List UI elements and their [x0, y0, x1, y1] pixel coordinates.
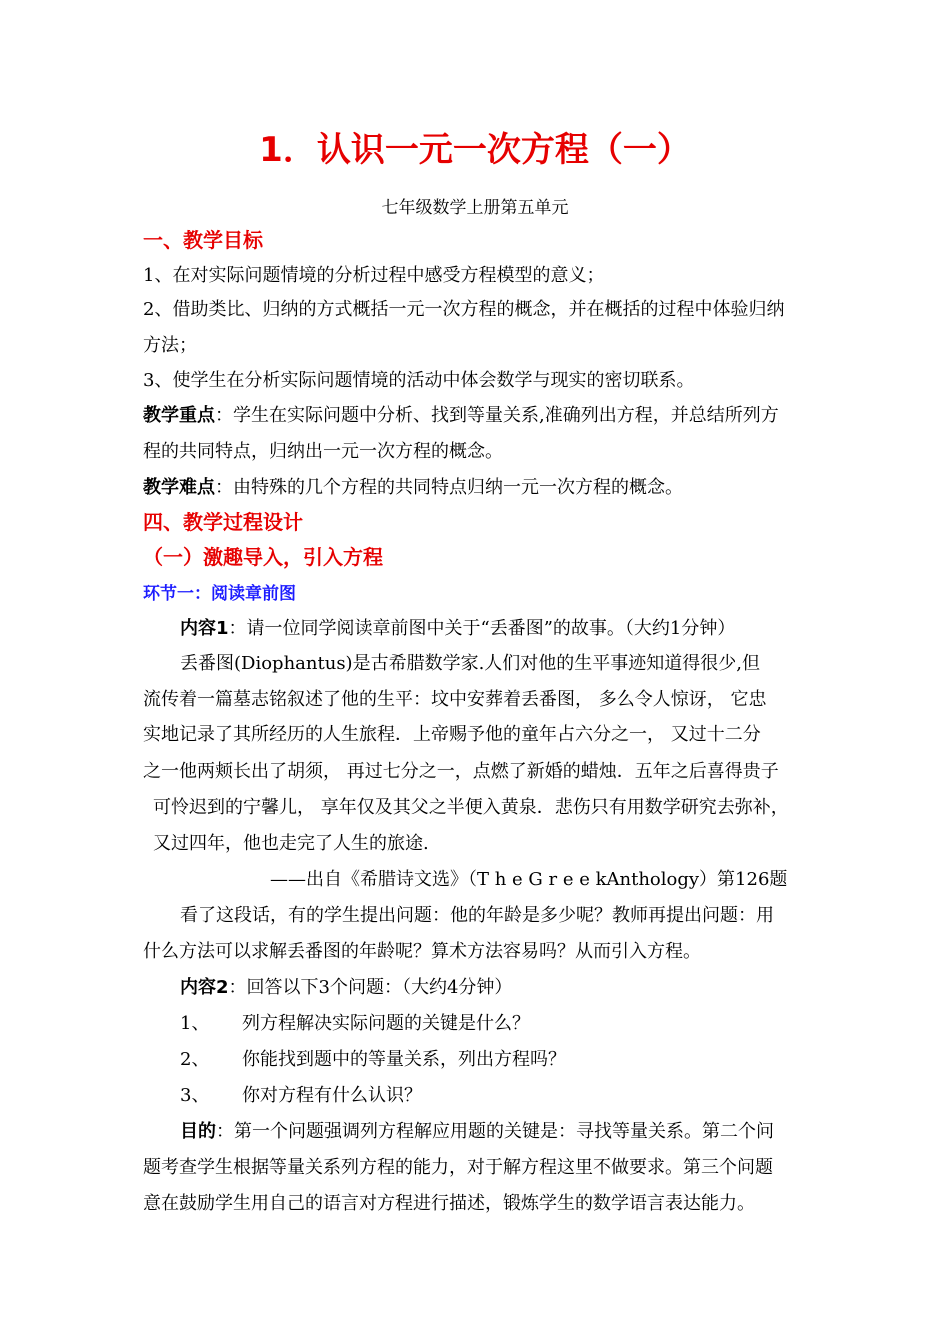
purpose-line-3: 意在鼓励学生用自己的语言对方程进行描述，锻炼学生的数学语言表达能力。 [143, 1193, 755, 1214]
content-2-text: ：回答以下3个问题：（大约4分钟） [228, 977, 513, 998]
story-source: ——出自《希腊诗文选》（T h e G r e e kAnthology）第126题 [270, 869, 788, 890]
key-point-line-2: 程的共同特点，归纳出一元一次方程的概念。 [143, 441, 503, 462]
question-number: 2、 [180, 1049, 210, 1070]
page-subtitle: 七年级数学上册第五单元 [381, 198, 569, 218]
goal-item-3: 3、使学生在分析实际问题情境的活动中体会数学与现实的密切联系。 [143, 370, 695, 391]
purpose-line-1 [180, 1120, 774, 1144]
question-number: 1、 [180, 1013, 210, 1034]
question-number: 3、 [180, 1085, 210, 1106]
purpose-text: ：第一个问题强调列方程解应用题的关键是：寻找等量关系。第二个问 [216, 1121, 774, 1142]
purpose-label: 目的 [180, 1121, 216, 1142]
content-2-label: 内容2 [180, 977, 229, 998]
purpose-line-2: 题考查学生根据等量关系列方程的能力，对于解方程这里不做要求。第三个问题 [143, 1157, 773, 1178]
content-1-text: ：请一位同学阅读章前图中关于“丢番图”的故事。（大约1分钟） [228, 618, 736, 639]
question-text: 列方程解决实际问题的关键是什么？ [242, 1013, 530, 1034]
question-item-2 [180, 1048, 566, 1072]
key-point-label: 教学重点 [143, 405, 215, 426]
question-text: 你对方程有什么认识？ [242, 1085, 422, 1106]
story-line-1: 丢番图(Diophantus)是古希腊数学家.人们对他的生平事迹知道得很少,但 [180, 653, 761, 674]
goal-item-2-line-2: 方法； [143, 335, 197, 356]
content-1-line [180, 617, 735, 641]
story-line-6: 又过四年，他也走完了人生的旅途. [153, 833, 429, 854]
question-text: 你能找到题中的等量关系，列出方程吗？ [242, 1049, 566, 1070]
after-story-line-2: 什么方法可以求解丢番图的年龄呢？算术方法容易吗？从而引入方程。 [143, 941, 701, 962]
content-2-line [180, 976, 512, 1000]
difficulty-text: ：由特殊的几个方程的共同特点归纳一元一次方程的概念。 [215, 477, 683, 498]
difficulty-line [143, 476, 683, 500]
content-1-label: 内容1 [180, 618, 229, 639]
goal-item-1: 1、在对实际问题情境的分析过程中感受方程模型的意义； [143, 265, 605, 286]
key-point-line-1 [143, 404, 779, 428]
story-line-2: 流传着一篇墓志铭叙述了他的生平：坟中安葬着丢番图， 多么令人惊讶， 它忠 [143, 689, 767, 710]
question-item-1 [180, 1012, 530, 1036]
section-heading-process: 四、教学过程设计 [143, 510, 303, 534]
key-point-text: ：学生在实际问题中分析、找到等量关系,准确列出方程，并总结所列方 [215, 405, 779, 426]
story-line-5: 可怜迟到的宁馨儿， 享年仅及其父之半便入黄泉．悲伤只有用数学研究去弥补， [153, 797, 789, 818]
goal-item-2-line-1: 2、借助类比、归纳的方式概括一元一次方程的概念，并在概括的过程中体验归纳 [143, 299, 785, 320]
difficulty-label: 教学难点 [143, 477, 215, 498]
story-line-4: 之一他两颊长出了胡须， 再过七分之一，点燃了新婚的蜡烛．五年之后喜得贵子 [143, 761, 779, 782]
story-line-3: 实地记录了其所经历的人生旅程．上帝赐予他的童年占六分之一， 又过十二分 [143, 724, 761, 745]
sub-heading-intro: （一）激趣导入，引入方程 [143, 545, 383, 569]
step-heading: 环节一：阅读章前图 [143, 584, 296, 604]
question-item-3 [180, 1084, 422, 1108]
page-title: 1．认识一元一次方程（一） [259, 130, 691, 170]
after-story-line-1: 看了这段话，有的学生提出问题：他的年龄是多少呢？教师再提出问题：用 [180, 905, 774, 926]
section-heading-goals: 一、教学目标 [143, 228, 263, 252]
